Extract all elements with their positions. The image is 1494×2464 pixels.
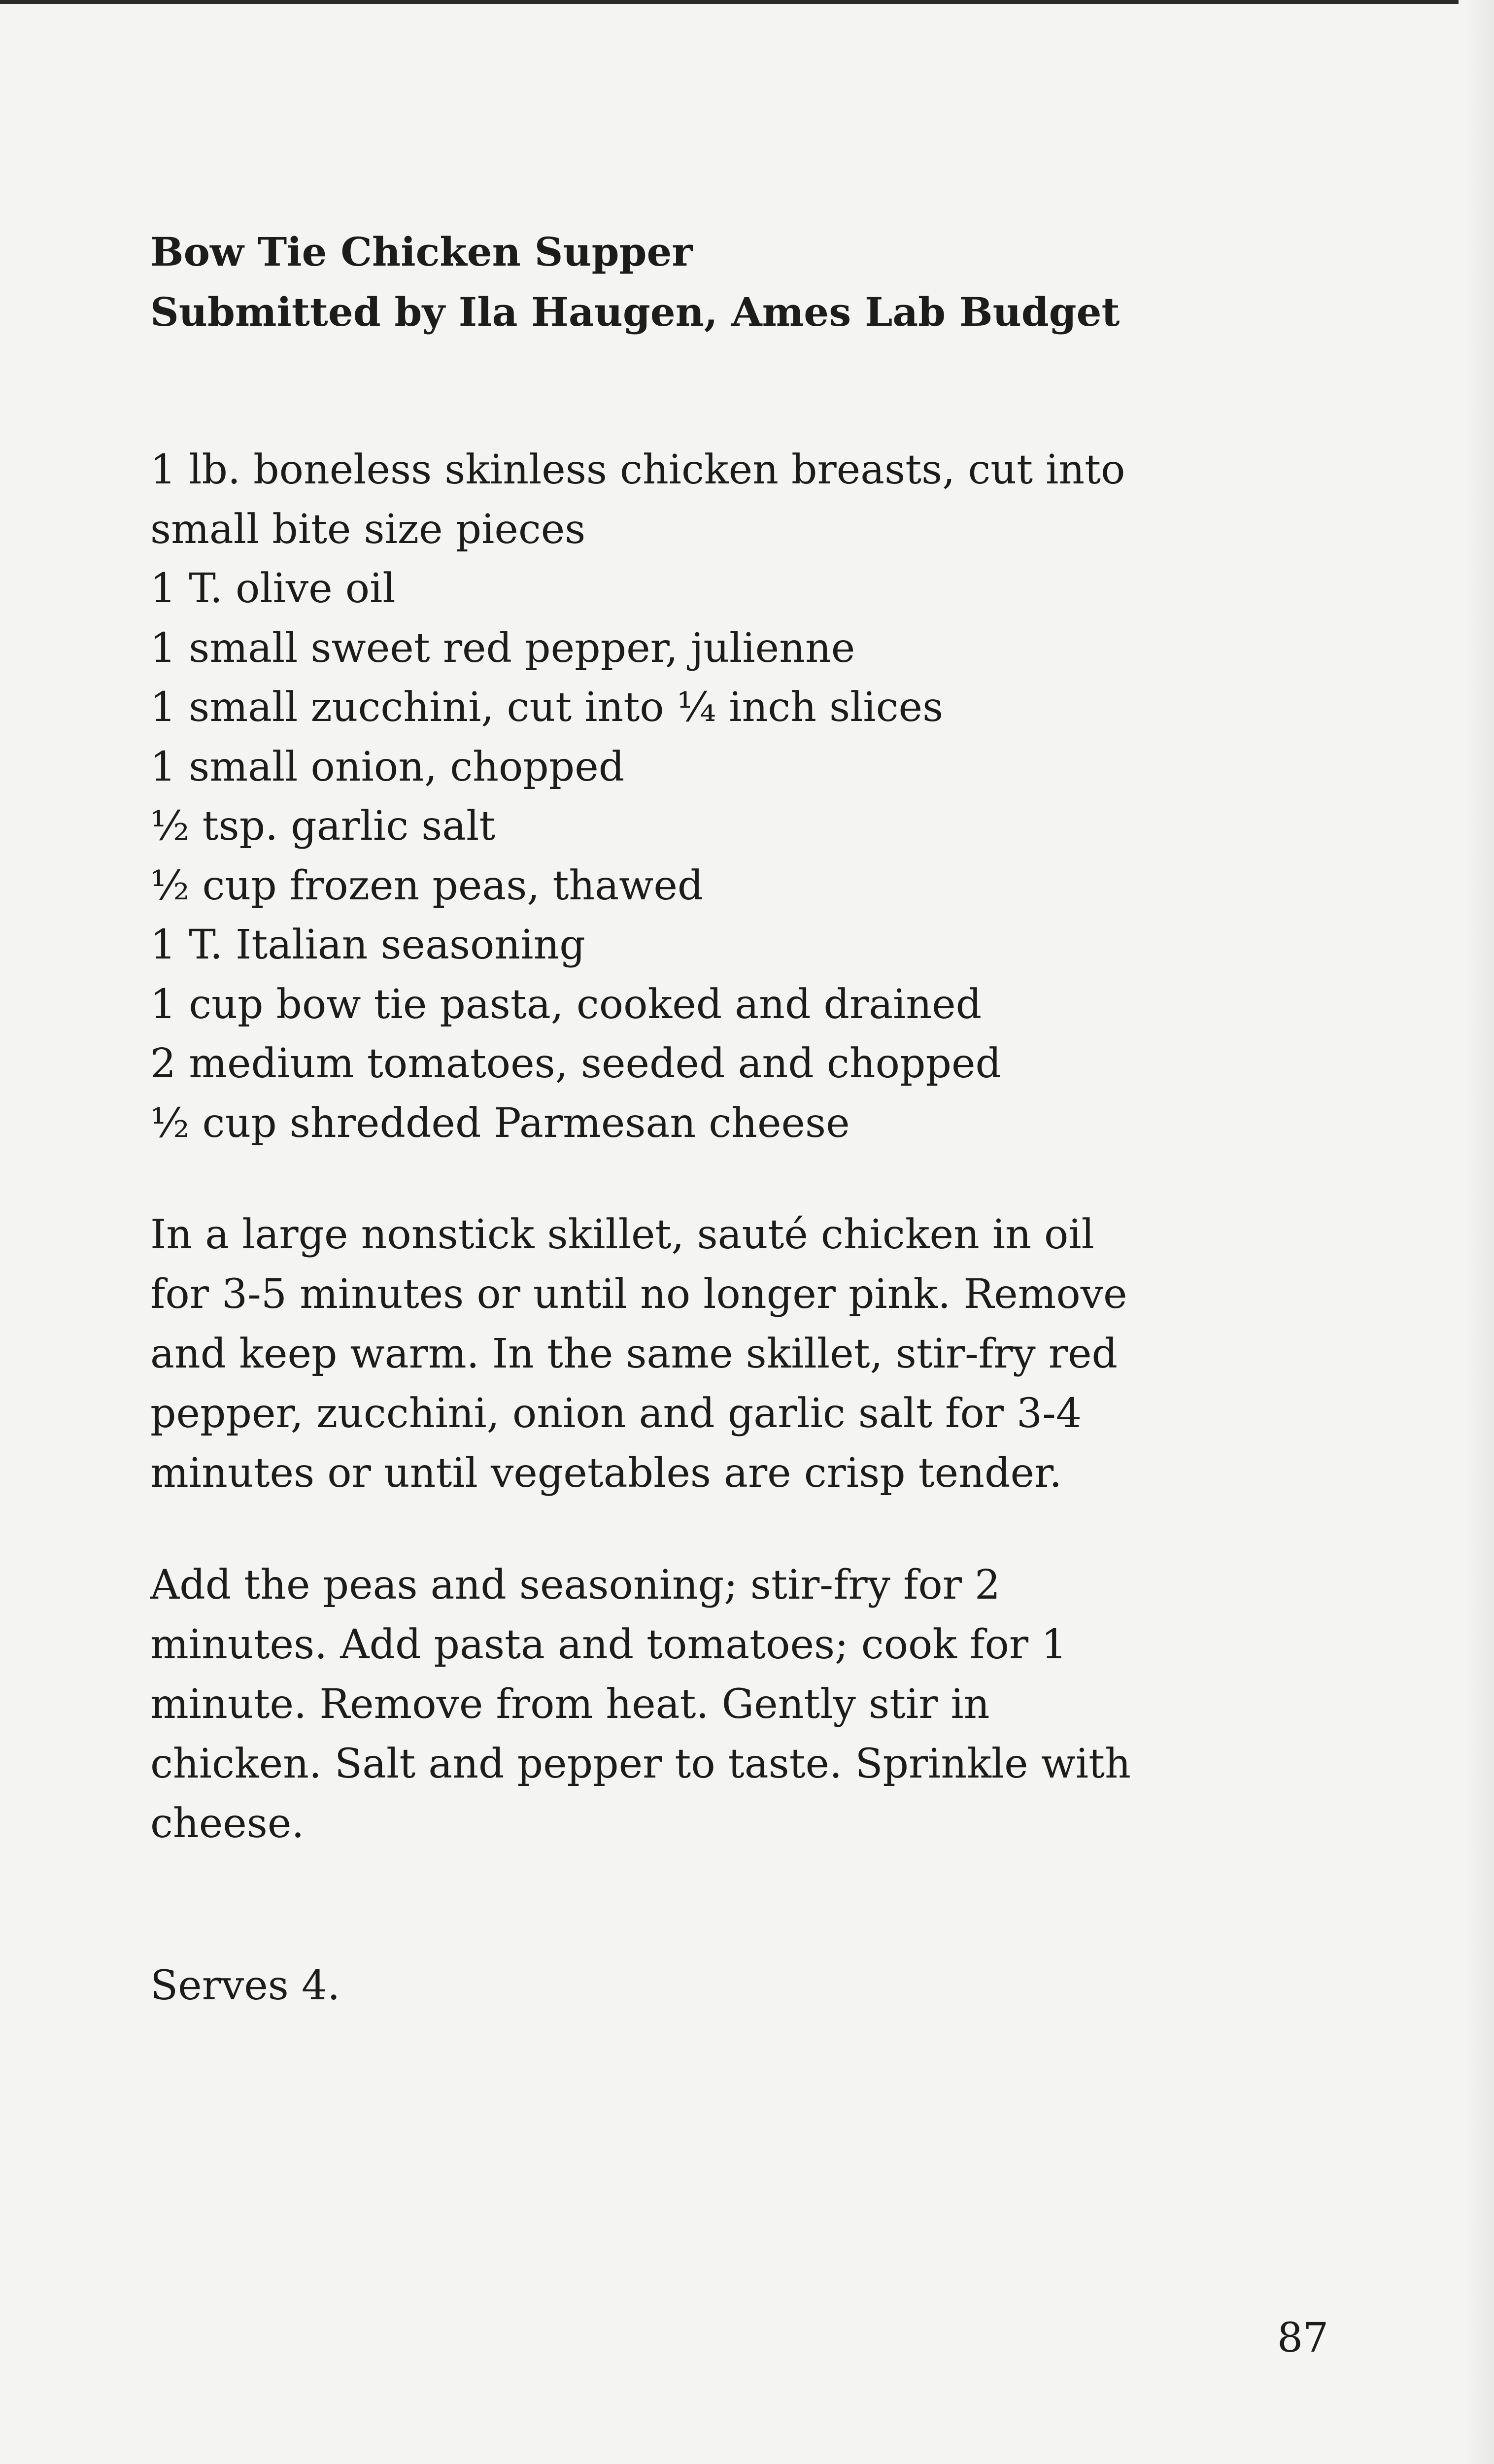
page-gutter-shade xyxy=(1464,0,1494,2464)
direction-line: minute. Remove from heat. Gently stir in xyxy=(150,1681,990,1728)
recipe-content xyxy=(150,222,1284,2016)
page-number: 87 xyxy=(1277,2315,1329,2361)
direction-line: cheese. xyxy=(150,1800,305,1847)
ingredient-line: ½ cup frozen peas, thawed xyxy=(150,862,704,909)
ingredient-line: 1 cup bow tie pasta, cooked and drained xyxy=(150,981,982,1028)
direction-line: pepper, zucchini, onion and garlic salt for 3-4 xyxy=(150,1390,1082,1437)
ingredient-line: 2 medium tomatoes, seeded and chopped xyxy=(150,1040,1001,1087)
ingredient-line: small bite size pieces xyxy=(150,506,586,553)
serving-count: Serves 4. xyxy=(150,1962,340,2009)
directions-paragraph-1 xyxy=(150,1205,1284,1503)
direction-line: and keep warm. In the same skillet, stir-fry red xyxy=(150,1331,1118,1377)
ingredient-line: ½ cup shredded Parmesan cheese xyxy=(150,1099,850,1147)
direction-line: chicken. Salt and pepper to taste. Sprinkle with xyxy=(150,1741,1131,1787)
direction-line: for 3-5 minutes or until no longer pink. Remove xyxy=(150,1271,1127,1318)
direction-line: minutes or until vegetables are crisp tender. xyxy=(150,1450,1062,1497)
direction-line: Add the peas and seasoning; stir-fry for 2 xyxy=(150,1562,1001,1608)
recipe-header xyxy=(150,222,1284,342)
ingredient-line: 1 small sweet red pepper, julienne xyxy=(150,624,855,672)
top-page-edge xyxy=(0,0,1459,4)
recipe-submitter: Submitted by Ila Haugen, Ames Lab Budget xyxy=(150,289,1120,335)
direction-line: minutes. Add pasta and tomatoes; cook for 1 xyxy=(150,1621,1067,1668)
ingredient-line: 1 lb. boneless skinless chicken breasts, cut into xyxy=(150,446,1125,493)
ingredient-line: 1 T. Italian seasoning xyxy=(150,922,585,968)
ingredient-line: ½ tsp. garlic salt xyxy=(150,803,496,850)
directions-paragraph-2 xyxy=(150,1555,1284,1853)
recipe-title: Bow Tie Chicken Supper xyxy=(150,229,693,275)
direction-line: In a large nonstick skillet, sauté chicken in oil xyxy=(150,1211,1094,1258)
ingredient-line: 1 small onion, chopped xyxy=(150,743,625,790)
ingredient-line: 1 T. olive oil xyxy=(150,565,396,612)
ingredient-list xyxy=(150,441,1284,1153)
ingredient-line: 1 small zucchini, cut into ¼ inch slices xyxy=(150,684,944,731)
